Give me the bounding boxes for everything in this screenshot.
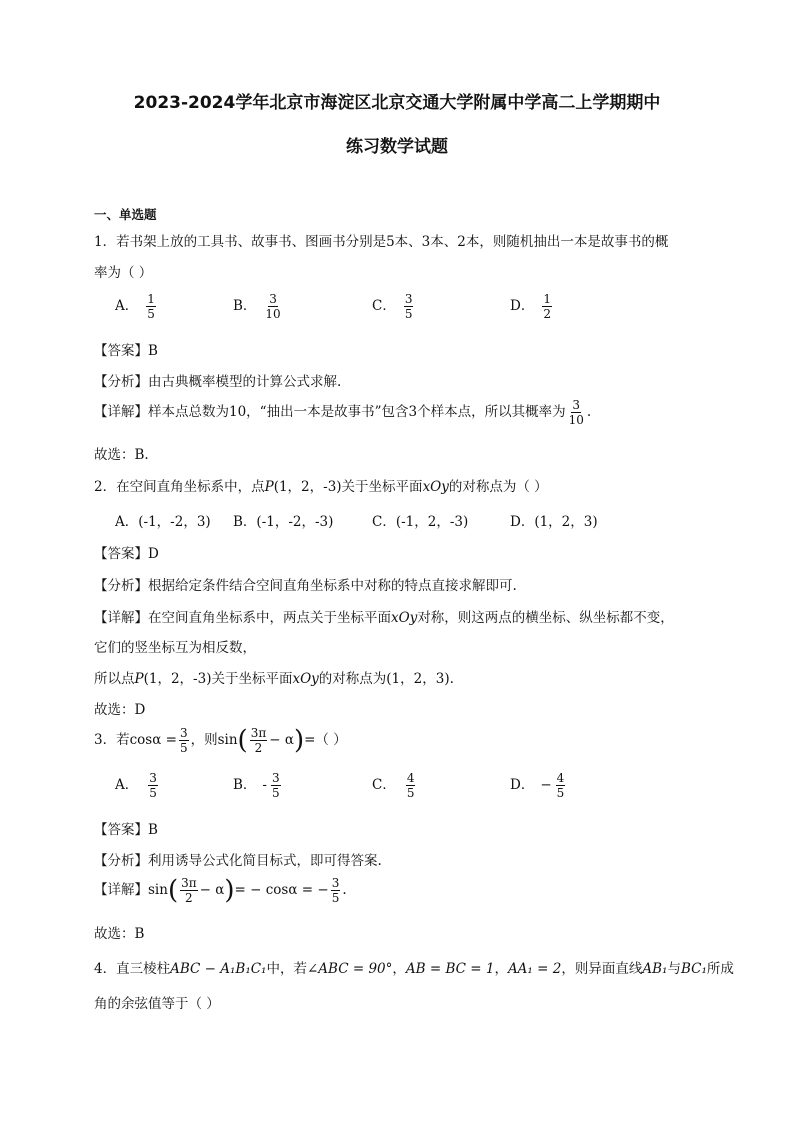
detail-text: (1，2，-3)关于坐标平面 [143, 671, 293, 687]
paren-open-icon: ( [237, 725, 248, 756]
q1-choice: 故选：B. [94, 447, 149, 463]
q2-option-d [510, 510, 598, 530]
fraction [148, 771, 158, 800]
q2-option-b [233, 510, 333, 530]
plane-label: xOy [292, 671, 319, 687]
prism-label: ABC − A₁B₁C₁ [170, 961, 267, 977]
option-text: (-1，-2，3) [138, 514, 211, 530]
denominator: 5 [331, 891, 340, 905]
fraction [568, 398, 585, 427]
option-label: A． [115, 777, 139, 793]
angle-expression: ∠ABC = 90° [306, 961, 393, 977]
numerator: 3π [181, 876, 197, 890]
detail-tag: 【详解】 [94, 610, 148, 626]
detail-text: 对称，则这两点的横坐标、纵坐标都不变， [417, 610, 674, 626]
numerator: 3 [572, 398, 581, 412]
option-label: A． [115, 514, 139, 530]
analysis-tag: 【分析】 [94, 578, 148, 594]
q3-choice: 故选：B [94, 926, 145, 942]
length-expression: AB = BC = 1 [405, 961, 495, 977]
paren-close-icon: ) [293, 725, 305, 756]
option-label: B． [233, 298, 257, 314]
denominator: 5 [147, 307, 155, 321]
fraction [179, 726, 189, 755]
fraction [271, 771, 281, 800]
stem-text: 所成 [706, 961, 734, 977]
q1-analysis [94, 370, 341, 390]
stem-text: ， [392, 961, 406, 977]
stem-text: (1，2，-3)关于坐标平面 [273, 479, 423, 495]
option-text: (-1，2，-3) [395, 514, 469, 530]
detail-tag: 【详解】 [94, 404, 148, 420]
detail-text: 所以点 [94, 671, 135, 687]
stem-text: ，则异面直线 [561, 961, 643, 977]
q2-detail-line2: 它们的竖坐标互为相反数， [94, 640, 256, 656]
answer-value: D [148, 546, 159, 562]
cos-expression: cosα = [129, 732, 177, 748]
q3-option-a [115, 771, 160, 800]
denominator: 5 [271, 786, 280, 800]
numerator: 4 [406, 771, 415, 785]
q2-answer [94, 542, 159, 562]
answer-tag: 【答案】 [94, 822, 148, 838]
numerator: 3 [179, 726, 188, 740]
line-label: AB₁ [642, 961, 668, 977]
plane-label: xOy [391, 610, 418, 626]
stem-text: ， [494, 961, 508, 977]
fraction [146, 292, 156, 321]
q1-option-d [510, 292, 554, 321]
analysis-text: 根据给定条件结合空间直角坐标系中对称的特点直接求解即可. [148, 578, 517, 594]
answer-value: B [148, 343, 158, 359]
denominator: 5 [404, 307, 413, 321]
detail-text: 在空间直角坐标系中，两点关于坐标平面 [148, 610, 391, 626]
detail-tag: 【详解】 [94, 882, 148, 898]
numerator: 3 [404, 292, 413, 306]
analysis-text: 由古典概率模型的计算公式求解. [148, 374, 342, 390]
stem-text: 3．若 [94, 732, 130, 748]
option-label: A． [115, 298, 139, 314]
numerator: 3 [149, 771, 157, 785]
stem-text: 与 [667, 961, 681, 977]
stem-text: 中，若 [266, 961, 307, 977]
q1-answer [94, 339, 158, 359]
denominator: 5 [179, 741, 188, 755]
option-label: B． [233, 777, 257, 793]
line-label: BC₁ [680, 961, 707, 977]
section-heading: 一、单选题 [94, 207, 157, 222]
page-title-line1: 2023-2024学年北京市海淀区北京交通大学附属中学高二上学期期中 [133, 93, 661, 113]
option-label: D． [510, 298, 535, 314]
q2-analysis [94, 574, 517, 594]
denominator: 2 [185, 891, 193, 905]
paren-close-icon: ) [224, 875, 235, 906]
detail-end: . [342, 882, 347, 898]
point-label: P [134, 671, 144, 687]
option-label: C． [372, 298, 396, 314]
q4-stem-line2: 角的余弦值等于（ ） [94, 996, 220, 1012]
option-text: (1，2，3) [534, 514, 598, 530]
q2-option-c [372, 510, 468, 530]
answer-value: B [148, 822, 158, 838]
stem-text: 的对称点为（ ） [448, 479, 548, 495]
detail-text: 的对称点为(1，2，3). [318, 671, 454, 687]
fraction [264, 292, 281, 321]
q3-option-b [233, 771, 283, 800]
detail-mid: = − cosα = − [234, 882, 329, 898]
stem-text: ，则 [190, 732, 218, 748]
q3-detail [94, 876, 347, 905]
q2-option-a [115, 510, 211, 530]
detail-end: . [586, 404, 592, 420]
fraction [542, 292, 552, 321]
point-label: P [264, 479, 274, 495]
option-text: (-1，-2，-3) [256, 514, 334, 530]
paren-open-icon: ( [167, 875, 179, 906]
detail-text: 样本点总数为10，“抽出一本是故事书”包含3个样本点，所以其概率为 [148, 404, 566, 420]
stem-text: =（ ） [304, 732, 347, 748]
sign: − [540, 777, 552, 793]
sin-label: sin [217, 732, 238, 748]
fraction [404, 292, 414, 321]
q3-answer [94, 818, 158, 838]
stem-text: 4．直三棱柱 [94, 961, 171, 977]
plane-label: xOy [422, 479, 449, 495]
fraction [556, 771, 566, 800]
fraction [180, 876, 198, 905]
q1-detail [94, 398, 591, 427]
numerator: 3 [269, 292, 277, 306]
q3-analysis [94, 849, 382, 869]
alpha-term: − α [199, 882, 225, 898]
option-label: D． [510, 514, 535, 530]
denominator: 10 [265, 307, 281, 321]
q2-detail [94, 606, 674, 626]
q1-stem-line1: 1．若书架上放的工具书、故事书、图画书分别是5本、3本、2本，则随机抽出一本是故事书的概 [94, 234, 669, 250]
q2-stem [94, 475, 548, 495]
q1-option-c [372, 292, 415, 321]
q1-option-b [233, 292, 284, 321]
numerator: 1 [543, 292, 551, 306]
denominator: 2 [543, 307, 551, 321]
q3-option-c [372, 771, 417, 800]
denominator: 5 [149, 786, 157, 800]
analysis-tag: 【分析】 [94, 374, 148, 390]
denominator: 5 [406, 786, 415, 800]
q4-stem [94, 957, 734, 977]
numerator: 3 [271, 771, 280, 785]
q2-choice: 故选：D [94, 702, 146, 718]
sin-label: sin [148, 882, 168, 898]
analysis-text: 利用诱导公式化简目标式，即可得答案. [148, 853, 382, 869]
numerator: 3 [331, 876, 340, 890]
option-label: B． [233, 514, 257, 530]
numerator: 1 [147, 292, 155, 306]
q2-detail-line3 [94, 667, 454, 687]
analysis-tag: 【分析】 [94, 853, 148, 869]
q3-option-d [510, 771, 567, 800]
q3-stem [94, 726, 347, 755]
page-title-line2: 练习数学试题 [346, 137, 448, 157]
stem-text: 2．在空间直角坐标系中，点 [94, 479, 265, 495]
denominator: 5 [556, 786, 565, 800]
fraction [406, 771, 416, 800]
answer-tag: 【答案】 [94, 546, 148, 562]
denominator: 10 [568, 413, 584, 427]
answer-tag: 【答案】 [94, 343, 148, 359]
fraction [250, 726, 268, 755]
sign: - [262, 777, 267, 793]
q1-option-a [115, 292, 158, 321]
numerator: 3π [250, 726, 267, 740]
numerator: 4 [556, 771, 565, 785]
option-label: C． [372, 777, 396, 793]
alpha-term: − α [269, 732, 294, 748]
option-label: D． [510, 777, 535, 793]
q1-stem-line2: 率为（ ） [94, 265, 153, 281]
denominator: 2 [254, 741, 263, 755]
fraction [331, 876, 341, 905]
length-expression: AA₁ = 2 [507, 961, 562, 977]
option-label: C． [372, 514, 396, 530]
